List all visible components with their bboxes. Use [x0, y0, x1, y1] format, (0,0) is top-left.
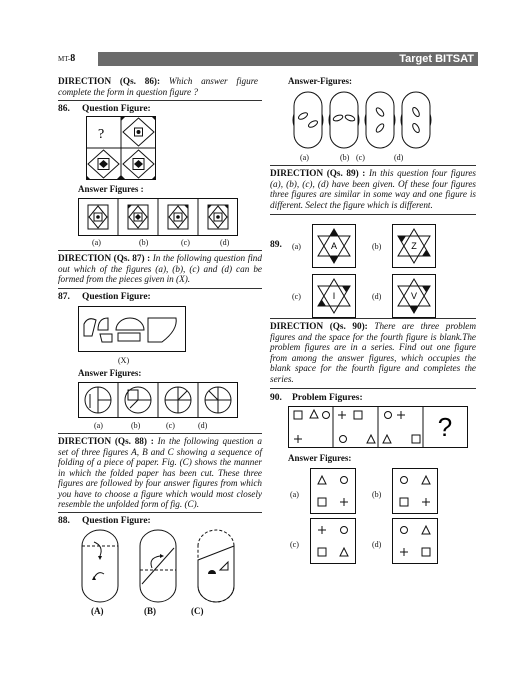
q90-number: 90.: [270, 393, 282, 403]
direction-88: [58, 436, 262, 510]
divider: [58, 100, 262, 101]
q86-option-d[interactable]: (d): [220, 238, 230, 247]
q88-option-b-figure[interactable]: [329, 92, 359, 148]
q86-pattern-br: [121, 150, 156, 180]
q88-option-c[interactable]: (c): [356, 153, 365, 162]
q89-letter-d: V: [410, 291, 418, 301]
direction-87-text: In the following question find out which of the figures (a), (b), (c) and (d) can be formed from the pieces given in (X).: [58, 253, 262, 284]
direction-88-text: In the following question a set of three figures A, B and C showing a sequence of folding of a piece of paper. Fig. (C) shows the manner in which the folded paper has been cut. These three figures are followed by four answer figures from which you have to choose a figure which would most closely resemble the unfolded form of fig. (C).: [58, 436, 263, 509]
q89-letter-a: A: [330, 241, 338, 251]
q90-option-c-figure[interactable]: [310, 518, 356, 564]
q86-pattern-tr: [121, 116, 156, 146]
q88-label-c: (C): [191, 606, 204, 616]
q90-option-a-figure[interactable]: [310, 468, 356, 514]
q90-option-d[interactable]: (d): [372, 540, 382, 549]
q88-label-a: (A): [91, 606, 104, 616]
q86-option-a[interactable]: (a): [92, 238, 101, 247]
q89-option-a-figure[interactable]: [312, 224, 356, 268]
divider: [58, 288, 262, 289]
direction-89-text: In this question four figures (a), (b), (c), (d) have been given. Of these four figures three figures are similar in some way and one figure is different. Select the figure which is different.: [270, 168, 477, 210]
q87-x-label: (X): [118, 356, 130, 365]
q90-problem-figures: [288, 406, 468, 448]
q87-number: 87.: [58, 292, 70, 302]
q86-option-b-figure[interactable]: [128, 205, 148, 229]
q88-label-b: (B): [144, 606, 156, 616]
direction-86: [58, 76, 258, 97]
q87-option-d-figure[interactable]: [205, 387, 231, 413]
q90-option-b[interactable]: (b): [372, 490, 382, 499]
q87-answers-title: Answer Figures:: [78, 368, 142, 378]
page-number: [58, 52, 98, 66]
q86-answer-figures: [78, 198, 238, 236]
direction-87: [58, 253, 262, 285]
q86-number: 86.: [58, 104, 70, 114]
divider: [58, 433, 262, 434]
q90-answers-title: Answer Figures:: [288, 453, 352, 463]
q87-option-b-figure[interactable]: [125, 387, 151, 413]
q87-option-a[interactable]: (a): [94, 421, 103, 430]
direction-90-label: DIRECTION (Qs. 90):: [270, 321, 368, 331]
q89-number: 89.: [270, 240, 282, 250]
q87-answer-figures: [78, 382, 238, 418]
q90-question-mark: ?: [437, 412, 453, 442]
q87-question-figure: [78, 306, 186, 352]
q88-option-b[interactable]: (b): [340, 153, 350, 162]
q87-option-c-figure[interactable]: [165, 387, 191, 413]
q87-option-a-figure[interactable]: [85, 387, 111, 413]
direction-86-text: Which answer figure complete the form in question figure ?: [58, 76, 259, 97]
page-number-value: 8: [70, 53, 76, 64]
direction-86-label: DIRECTION (Qs. 86):: [58, 76, 161, 86]
q88-question-figures: [78, 530, 248, 602]
q88-title: Question Figure:: [82, 516, 151, 526]
q86-question-figure: [86, 116, 156, 180]
q88-fig-a: [82, 530, 118, 602]
direction-88-label: DIRECTION (Qs. 88) :: [58, 436, 154, 446]
q88-fig-b: [140, 530, 176, 602]
direction-90-text: There are three problem figures and the space for the fourth figure is blank.The problem figures are in a series. Find out one figure from among the answer figures, which occupies the blank space for the fourth figure and completes the series.: [270, 321, 477, 384]
divider: [270, 165, 476, 166]
q90-problem-3: [383, 411, 420, 443]
q86-answers-title: Answer Figures :: [78, 184, 144, 194]
q86-option-c[interactable]: (c): [181, 238, 190, 247]
direction-90: [270, 321, 476, 384]
q90-problem-1: [294, 410, 330, 443]
q90-title: Problem Figures:: [292, 393, 363, 403]
q87-option-c[interactable]: (c): [166, 421, 175, 430]
q88-answer-figures: [292, 90, 432, 150]
q89-option-a[interactable]: (a): [292, 242, 301, 251]
divider: [270, 318, 476, 319]
q90-option-b-figure[interactable]: [392, 468, 438, 514]
divider: [58, 250, 262, 251]
direction-89: [270, 168, 476, 210]
q87-option-b[interactable]: (b): [131, 421, 141, 430]
q89-option-c-figure[interactable]: [312, 274, 356, 318]
page-prefix: MT-: [58, 55, 71, 63]
q86-option-b[interactable]: (b): [139, 238, 149, 247]
q90-option-d-figure[interactable]: [392, 518, 438, 564]
q89-option-d[interactable]: (d): [372, 292, 382, 301]
q88-option-a-figure[interactable]: [293, 92, 323, 148]
divider: [270, 388, 476, 389]
q89-option-b-figure[interactable]: [392, 224, 436, 268]
q86-option-d-figure[interactable]: [208, 205, 228, 229]
q88-option-d-figure[interactable]: [401, 92, 431, 148]
q86-option-c-figure[interactable]: [168, 205, 188, 229]
q89-letter-c: I: [332, 291, 336, 301]
q88-option-d[interactable]: (d): [394, 153, 404, 162]
header-title: Target BITSAT: [399, 53, 474, 65]
q88-option-a[interactable]: (a): [300, 153, 309, 162]
q86-question-mark: ?: [98, 127, 105, 142]
q90-option-c[interactable]: (c): [290, 540, 299, 549]
q86-title: Question Figure:: [82, 104, 151, 114]
q88-answers-title: Answer-Figures:: [288, 76, 352, 86]
q86-pattern-bl: [86, 150, 121, 180]
q90-option-a[interactable]: (a): [290, 490, 299, 499]
q89-option-d-figure[interactable]: [392, 274, 436, 318]
q87-option-d[interactable]: (d): [198, 421, 208, 430]
q89-letter-b: Z: [411, 241, 417, 251]
q88-option-c-figure[interactable]: [365, 92, 395, 148]
divider: [58, 512, 262, 513]
q88-fig-c: [198, 530, 234, 602]
q88-number: 88.: [58, 516, 70, 526]
direction-87-label: DIRECTION (Qs. 87) :: [58, 253, 151, 263]
divider: [270, 214, 476, 215]
q89-option-c[interactable]: (c): [292, 292, 301, 301]
q90-problem-2: [338, 411, 375, 443]
q87-title: Question Figure:: [82, 292, 151, 302]
q86-option-a-figure[interactable]: [88, 205, 108, 229]
direction-89-label: DIRECTION (Qs. 89) :: [270, 168, 366, 178]
q89-option-b[interactable]: (b): [372, 242, 382, 251]
